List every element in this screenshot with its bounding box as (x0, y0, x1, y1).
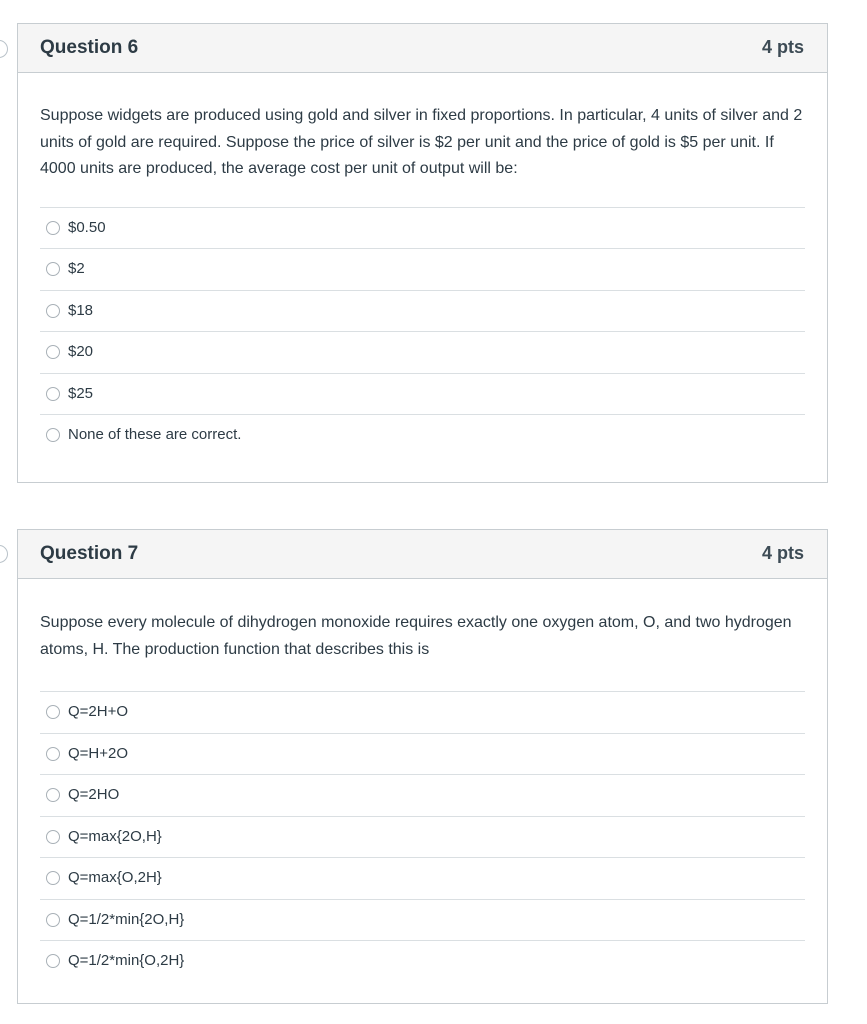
answer-label[interactable]: Q=2HO (68, 786, 120, 803)
answer-option[interactable] (40, 692, 805, 734)
answer-label[interactable]: $20 (68, 343, 94, 360)
radio-button[interactable] (46, 304, 60, 318)
answer-label[interactable]: Q=H+2O (68, 744, 129, 762)
answer-option[interactable] (40, 775, 805, 817)
question-6 (17, 23, 828, 483)
question-title: Question 7 (40, 543, 139, 564)
answer-label[interactable]: Q=max{O,2H} (68, 869, 162, 886)
answer-option[interactable] (40, 332, 805, 374)
flag-question-7-icon[interactable] (0, 545, 8, 563)
radio-button[interactable] (46, 788, 60, 802)
answer-option[interactable] (40, 249, 805, 291)
answer-label[interactable]: Q=1/2*min{2O,H} (68, 910, 185, 928)
question-text: Suppose widgets are produced using gold and silver in fixed proportions. In particular, 4 units of silver and 2 units of gold are required. Suppose the price of silver is $2 per unit and the price of gold is $5 per unit. If 4000 units are produced, the average cost per unit of output will be: (40, 107, 803, 177)
radio-button[interactable] (46, 871, 60, 885)
answer-label[interactable]: None of these are correct. (68, 426, 242, 443)
question-header (18, 530, 827, 579)
answer-label[interactable]: Q=max{2O,H} (68, 827, 162, 845)
question-body (18, 103, 827, 457)
radio-button[interactable] (46, 747, 60, 761)
answer-list (40, 207, 805, 457)
answer-option[interactable] (40, 208, 805, 250)
answer-label[interactable]: $2 (68, 260, 85, 277)
answer-label[interactable]: $0.50 (68, 218, 106, 236)
radio-button[interactable] (46, 221, 60, 235)
answer-label[interactable]: $25 (68, 384, 94, 402)
radio-button[interactable] (46, 345, 60, 359)
question-title: Question 6 (40, 37, 139, 58)
radio-button[interactable] (46, 262, 60, 276)
answer-option[interactable] (40, 291, 805, 333)
answer-option[interactable] (40, 900, 805, 942)
answer-option[interactable] (40, 858, 805, 900)
question-points: 4 pts (761, 543, 804, 563)
answer-option[interactable] (40, 734, 805, 776)
question-body (18, 610, 827, 983)
question-points: 4 pts (761, 37, 804, 57)
answer-option[interactable] (40, 941, 805, 983)
answer-option[interactable] (40, 817, 805, 859)
answer-option[interactable] (40, 374, 805, 416)
radio-button[interactable] (46, 830, 60, 844)
question-text: Suppose every molecule of dihydrogen monoxide requires exactly one oxygen atom, O, and two hydrogen atoms, H. The production function that describes this is (40, 614, 792, 658)
answer-option[interactable] (40, 415, 805, 457)
answer-label[interactable]: Q=2H+O (68, 703, 129, 720)
radio-button[interactable] (46, 913, 60, 927)
question-7 (17, 529, 828, 1004)
radio-button[interactable] (46, 387, 60, 401)
answer-label[interactable]: Q=1/2*min{O,2H} (68, 952, 185, 969)
answer-label[interactable]: $18 (68, 301, 94, 319)
radio-button[interactable] (46, 705, 60, 719)
question-header (18, 24, 827, 73)
radio-button[interactable] (46, 954, 60, 968)
radio-button[interactable] (46, 428, 60, 442)
flag-question-6-icon[interactable] (0, 40, 8, 58)
answer-list (40, 691, 805, 983)
